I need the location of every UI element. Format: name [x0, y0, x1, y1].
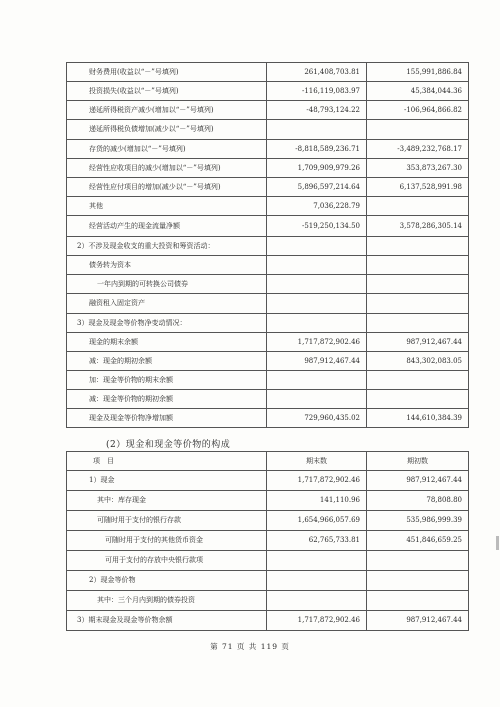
- begin-balance-value: 987,912,467.44: [367, 471, 469, 491]
- table-row: [67, 471, 469, 491]
- table-row: [67, 101, 469, 120]
- current-period-value: [267, 275, 367, 294]
- prior-period-value: 155,991,886.84: [367, 63, 469, 82]
- page-footer: 第 71 页 共 119 页: [210, 642, 290, 651]
- table-row: [67, 371, 469, 390]
- header-end: 期末数: [267, 452, 367, 471]
- end-balance-value: 1,717,872,902.46: [267, 471, 367, 491]
- current-period-value: 987,912,467.44: [267, 352, 367, 371]
- prior-period-value: [367, 120, 469, 140]
- row-label: 可用于支付的存放中央银行款项: [67, 551, 267, 571]
- row-label: 经营性应收项目的减少(增加以“－”号填列): [67, 159, 267, 178]
- prior-period-value: [367, 237, 469, 256]
- prior-period-value: [367, 371, 469, 390]
- prior-period-value: 6,137,528,991.98: [367, 178, 469, 197]
- prior-period-value: 987,912,467.44: [367, 333, 469, 352]
- row-label: 财务费用(收益以“－”号填列): [67, 63, 267, 82]
- begin-balance-value: 535,986,999.39: [367, 511, 469, 531]
- row-label: 可随时用于支付的其他货币资金: [67, 531, 267, 551]
- table-row: [67, 314, 469, 333]
- current-period-value: [267, 237, 367, 256]
- row-label: 减：现金的期初余额: [67, 352, 267, 371]
- row-label: 递延所得税资产减少(增加以“－”号填列): [67, 101, 267, 120]
- table-row: [67, 294, 469, 314]
- begin-balance-value: 987,912,467.44: [367, 611, 469, 631]
- current-period-value: -519,250,134.50: [267, 216, 367, 237]
- table-row: [67, 178, 469, 197]
- current-period-value: 5,896,597,214.64: [267, 178, 367, 197]
- table-row: [67, 216, 469, 237]
- current-period-value: -116,119,083.97: [267, 82, 367, 101]
- row-label: 1）现金: [67, 471, 267, 491]
- end-balance-value: 141,110.96: [267, 491, 367, 511]
- section-title: (2）现金和现金等价物的构成: [106, 440, 231, 450]
- current-period-value: 261,408,703.81: [267, 63, 367, 82]
- table-row: [67, 140, 469, 159]
- row-label: 减：现金等价物的期初余额: [67, 390, 267, 409]
- prior-period-value: 843,302,083.05: [367, 352, 469, 371]
- row-label: 债务转为资本: [67, 256, 267, 275]
- prior-period-value: [367, 256, 469, 275]
- row-label: 投资损失(收益以“－”号填列): [67, 82, 267, 101]
- header-item: 项 目: [67, 452, 267, 471]
- row-label: 递延所得税负债增加(减少以“－”号填列): [67, 120, 267, 140]
- table-row: [67, 352, 469, 371]
- prior-period-value: 144,610,384.39: [367, 409, 469, 428]
- row-label: 其他: [67, 197, 267, 216]
- end-balance-value: 1,717,872,902.46: [267, 611, 367, 631]
- row-label: 一年内到期的可转换公司债券: [67, 275, 267, 294]
- row-label: 3）现金及现金等价物净变动情况：: [67, 314, 267, 333]
- table-row: [67, 511, 469, 531]
- end-balance-value: 1,654,966,057.69: [267, 511, 367, 531]
- end-balance-value: [267, 551, 367, 571]
- table-row: [67, 63, 469, 82]
- table-row: [67, 237, 469, 256]
- table-row: [67, 82, 469, 101]
- begin-balance-value: 451,846,659.25: [367, 531, 469, 551]
- table-row: [67, 120, 469, 140]
- current-period-value: 1,717,872,902.46: [267, 333, 367, 352]
- current-period-value: 1,709,909,979.26: [267, 159, 367, 178]
- begin-balance-value: [367, 551, 469, 571]
- cash-composition-table: [66, 451, 469, 631]
- current-period-value: [267, 371, 367, 390]
- current-period-value: 7,036,228.79: [267, 197, 367, 216]
- current-period-value: [267, 120, 367, 140]
- prior-period-value: [367, 275, 469, 294]
- header-begin: 期初数: [367, 452, 469, 471]
- begin-balance-value: [367, 571, 469, 591]
- table-header-row: [67, 452, 469, 471]
- scan-edge-mark: [496, 536, 499, 550]
- table-row: [67, 551, 469, 571]
- table-row: [67, 275, 469, 294]
- table-row: [67, 333, 469, 352]
- table-row: [67, 571, 469, 591]
- table-row: [67, 591, 469, 611]
- table-row: [67, 390, 469, 409]
- table-row: [67, 611, 469, 631]
- current-period-value: [267, 390, 367, 409]
- prior-period-value: 353,873,267.30: [367, 159, 469, 178]
- prior-period-value: [367, 314, 469, 333]
- current-period-value: [267, 314, 367, 333]
- row-label: 经营活动产生的现金流量净额: [67, 216, 267, 237]
- row-label: 2）现金等价物: [67, 571, 267, 591]
- row-label: 其中：三个月内到期的债券投资: [67, 591, 267, 611]
- prior-period-value: 45,384,044.36: [367, 82, 469, 101]
- row-label: 现金的期末余额: [67, 333, 267, 352]
- row-label: 融资租入固定资产: [67, 294, 267, 314]
- table-row: [67, 409, 469, 428]
- table-row: [67, 491, 469, 511]
- row-label: 3）期末现金及现金等价物余额: [67, 611, 267, 631]
- row-label: 加：现金等价物的期末余额: [67, 371, 267, 390]
- prior-period-value: -106,964,866.82: [367, 101, 469, 120]
- table-row: [67, 159, 469, 178]
- table-row: [67, 256, 469, 275]
- prior-period-value: [367, 390, 469, 409]
- row-label: 现金及现金等价物净增加额: [67, 409, 267, 428]
- end-balance-value: [267, 571, 367, 591]
- current-period-value: -48,793,124.22: [267, 101, 367, 120]
- row-label: 其中：库存现金: [67, 491, 267, 511]
- prior-period-value: -3,489,232,768.17: [367, 140, 469, 159]
- current-period-value: [267, 256, 367, 275]
- prior-period-value: [367, 294, 469, 314]
- table-row: [67, 197, 469, 216]
- current-period-value: 729,960,435.02: [267, 409, 367, 428]
- row-label: 2）不涉及现金收支的重大投资和筹资活动：: [67, 237, 267, 256]
- row-label: 可随时用于支付的银行存款: [67, 511, 267, 531]
- begin-balance-value: 78,808.80: [367, 491, 469, 511]
- current-period-value: -8,818,589,236.71: [267, 140, 367, 159]
- row-label: 经营性应付项目的增加(减少以“－”号填列): [67, 178, 267, 197]
- row-label: 存货的减少(增加以“－”号填列): [67, 140, 267, 159]
- current-period-value: [267, 294, 367, 314]
- prior-period-value: 3,578,286,305.14: [367, 216, 469, 237]
- end-balance-value: [267, 591, 367, 611]
- begin-balance-value: [367, 591, 469, 611]
- cash-flow-supplement-table: [66, 62, 469, 428]
- table-row: [67, 531, 469, 551]
- end-balance-value: 62,765,733.81: [267, 531, 367, 551]
- prior-period-value: [367, 197, 469, 216]
